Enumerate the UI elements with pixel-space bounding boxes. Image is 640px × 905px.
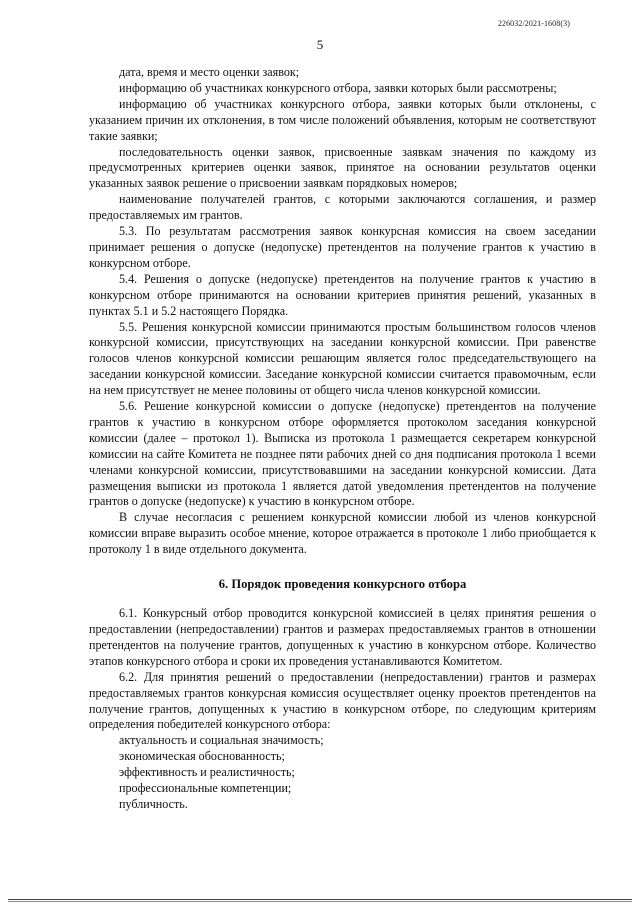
paragraph-6-2: 6.2. Для принятия решений о предоставлении (непредоставлении) грантов и размерах предоставляемых грантов конкурсная комиссия осуществляет оценку проектов претендентов на получение грантов, допущенных к участию в конкурсном отборе, по следующим критериям определения победителей конкурсного отбора: bbox=[89, 669, 596, 732]
paragraph-6-1: 6.1. Конкурсный отбор проводится конкурсной комиссией в целях принятия решения о предоставлении (непредоставлении) грантов и размерах предоставляемых грантов в отношении претендентов на получение грантов, допущенных к участию в конкурсном отборе. Количество этапов конкурсного отбора и сроки их проведения устанавливаются Комитетом. bbox=[89, 606, 596, 668]
paragraph-5-6: 5.6. Решение конкурсной комиссии о допуске (недопуске) претендентов на получение грантов к участию в конкурсном отборе оформляется протоколом заседания конкурсной комиссии (далее – протокол 1). Выписка из протокола 1 размещается секретарем конкурсной комиссии на сайте Комитета не позднее пяти рабочих дней со дня подписания протокола 1 всеми членами конкурсной комиссии, присутствовавшими на заседании конкурсной комиссии. Дата размещения выписки из протокола 1 является датой уведомления претендентов на получение грантов о допуске (недопуске) к участию в конкурсном отборе. bbox=[89, 399, 596, 509]
paragraph-disagreement: В случае несогласия с решением конкурсной комиссии любой из членов конкурсной комиссии вправе выразить особое мнение, которое отражается в протоколе 1 либо приобщается к протоколу 1 в виде отдельного документа. bbox=[89, 510, 596, 557]
criteria-item: публичность. bbox=[119, 796, 188, 811]
section-6-heading: 6. Порядок проведения конкурсного отбора bbox=[218, 577, 467, 592]
page-number: 5 bbox=[316, 37, 324, 52]
list-item-recipients: наименование получателей грантов, с которыми заключаются соглашения, и размер предоставляемых им грантов. bbox=[89, 192, 596, 223]
list-item-sequence: последовательность оценки заявок, присвоенные заявкам значения по каждому из предусмотренных критериев оценки заявок, принятое на основании результатов оценки указанных заявок решение о присвоении заявкам порядковых номеров; bbox=[89, 144, 596, 191]
document-id: 226032/2021-1608(3) bbox=[497, 19, 570, 28]
bottom-scan-line bbox=[8, 899, 632, 900]
criteria-item: профессиональные компетенции; bbox=[119, 781, 292, 796]
list-item-date: дата, время и место оценки заявок; bbox=[119, 65, 300, 79]
criteria-item: экономическая обоснованность; bbox=[119, 749, 285, 764]
paragraph-5-4: 5.4. Решения о допуске (недопуске) претендентов на получение грантов к участию в конкурсном отборе принимаются на основании критериев принятия решений, указанных в пунктах 5.1 и 5.2 настоящего Порядка. bbox=[89, 271, 596, 318]
bottom-scan-line-shadow bbox=[8, 901, 632, 902]
criteria-item: эффективность и реалистичность; bbox=[119, 765, 295, 780]
criteria-item: актуальность и социальная значимость; bbox=[119, 733, 324, 748]
list-item-reviewed: информацию об участниках конкурсного отбора, заявки которых были рассмотрены; bbox=[119, 80, 557, 95]
paragraph-5-5: 5.5. Решения конкурсной комиссии принимаются простым большинством голосов членов конкурсной комиссии, присутствующих на заседании конкурсной комиссии. При равенстве голосов членов конкурсной комиссии решающим является голос председательствующего на заседании конкурсной комиссии. Заседание конкурсной комиссии считается правомочным, если на нем присутствует не менее половины от общего числа членов конкурсной комиссии. bbox=[89, 319, 596, 398]
document-body bbox=[89, 65, 596, 813]
list-item-rejected: информацию об участниках конкурсного отбора, заявки которых были отклонены, с указанием причин их отклонения, в том числе положений объявления, которым не соответствуют такие заявки; bbox=[89, 96, 596, 143]
paragraph-5-3: 5.3. По результатам рассмотрения заявок конкурсная комиссия на своем заседании принимает решения о допуске (недопуске) претендентов на получение грантов к участию в конкурсном отборе. bbox=[89, 224, 596, 270]
